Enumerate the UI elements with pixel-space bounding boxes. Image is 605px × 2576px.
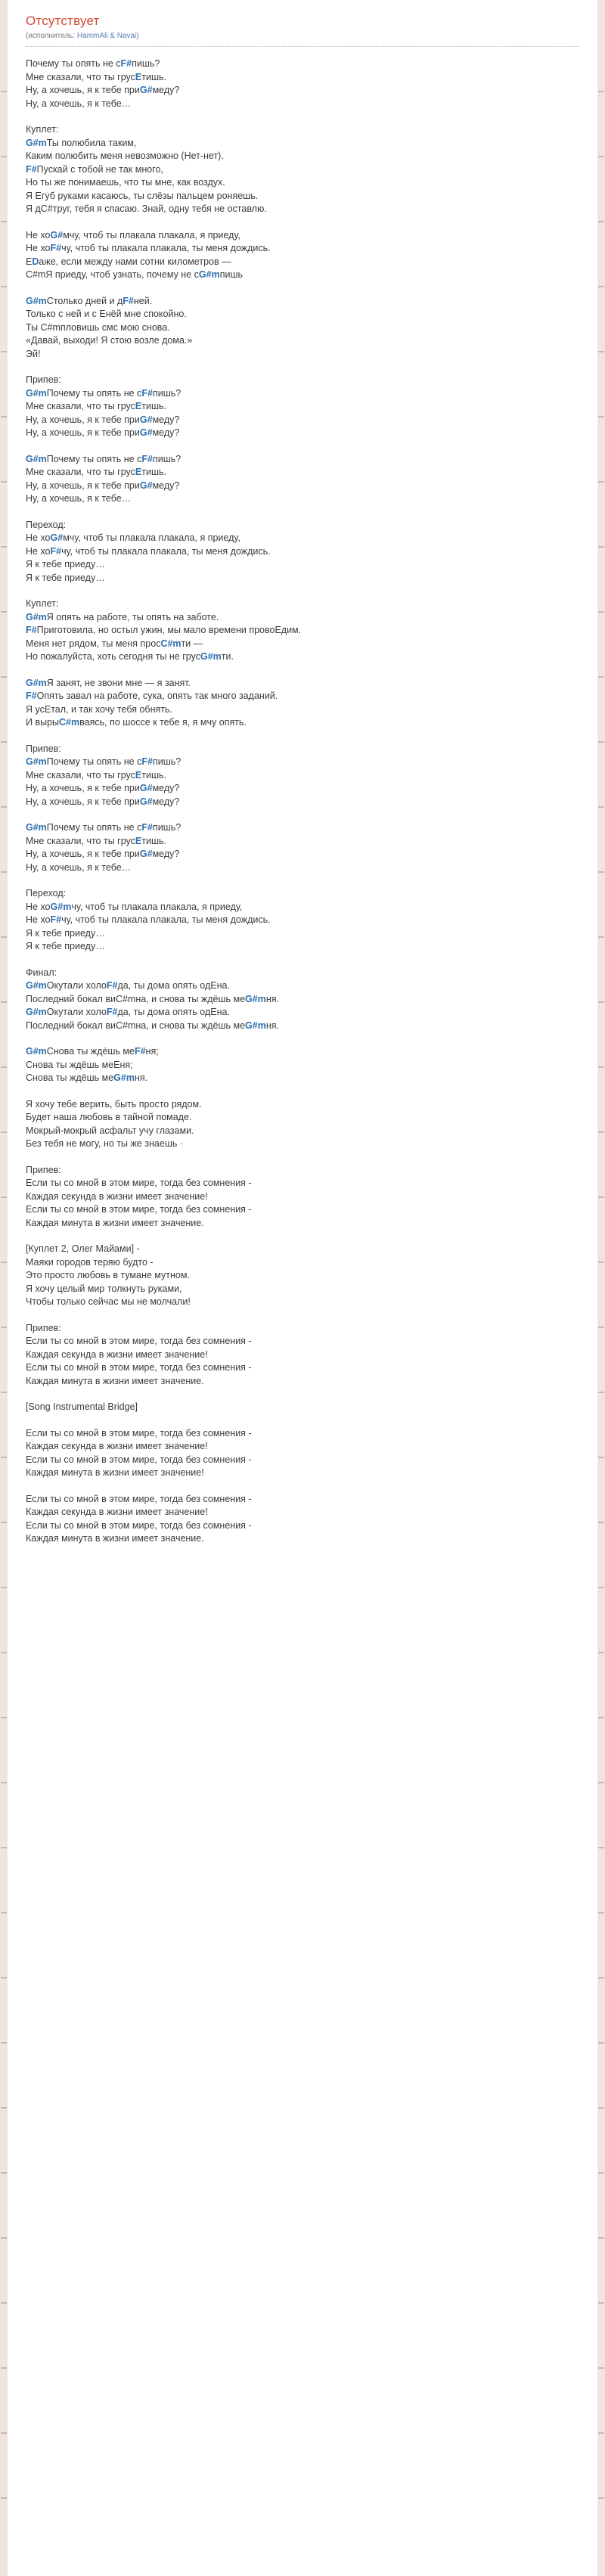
lyrics-block (26, 1045, 579, 1085)
lyrics-line: G#mПочему ты опять не сF#пишь? (26, 756, 182, 767)
lyrics-line: Ну, а хочешь, я к тебе приG#меду? (26, 783, 180, 793)
lyrics-line: Меня нет рядом, ты меня просC#mти — (26, 638, 203, 649)
lyrics-line: F#Приготовила, но остыл ужин, мы мало времени провоЕдим. (26, 625, 302, 635)
lyrics-line: Мокрый-мокрый асфальт учу глазами. (26, 1125, 194, 1136)
lyrics-line: Снова ты ждёшь меG#mня. (26, 1072, 148, 1083)
lyrics-line: Не хоG#мчу, чтоб ты плакала плакала, я приеду, (26, 229, 240, 241)
lyrics-line: Не хоF#чу, чтоб ты плакала плакала, ты меня дождись. (26, 545, 271, 557)
lyrics-line: G#mПочему ты опять не сF#пишь? (26, 453, 182, 464)
lyrics-line: Не хоG#мчу, чтоб ты плакала плакала, я приеду, (26, 532, 240, 543)
lyrics-line: Если ты со мной в этом мире, тогда без сомнения - (26, 1178, 252, 1188)
lyrics-line: Не хоF#чу, чтоб ты плакала плакала, ты меня дождись. (26, 243, 271, 253)
lyrics-line: G#mЯ занят, не звони мне — я занят. (26, 677, 191, 688)
lyrics-line: Ну, а хочешь, я к тебе приG#меду? (26, 427, 180, 438)
lyrics-line: Последний бокал виС#mна, и снова ты ждёшь меG#mня. (26, 1020, 279, 1031)
lyrics-line: Если ты со мной в этом мире, тогда без сомнения - (26, 1493, 252, 1504)
lyrics-block (26, 453, 579, 506)
lyrics-line: Каждая минута в жизни имеет значение! (26, 1467, 204, 1478)
right-edge-marks (597, 0, 605, 2576)
lyrics-line: Переход: (26, 888, 67, 898)
lyrics-line: Ты С#mпловишь смс мою снова. (26, 321, 170, 333)
lyrics-line: Если ты со мной в этом мире, тогда без сомнения - (26, 1519, 252, 1531)
lyrics-block (26, 1164, 579, 1231)
artist-link[interactable]: HammAli & Navai (76, 32, 137, 40)
lyrics-line: Каждая секунда в жизни имеет значение! (26, 1349, 208, 1360)
lyrics-line: Если ты со мной в этом мире, тогда без сомнения - (26, 1427, 252, 1439)
lyrics-line: G#mОкутали холоF#да, ты дома опять одЕна. (26, 1007, 230, 1017)
lyrics-line: Каждая секунда в жизни имеет значение! (26, 1190, 208, 1202)
lyrics-line: Ну, а хочешь, я к тебе приG#меду? (26, 796, 180, 807)
lyrics-line: Каждая секунда в жизни имеет значение! (26, 1441, 208, 1451)
lyrics-block (26, 1322, 579, 1389)
artist-suffix-label: ) (136, 32, 139, 40)
lyrics-line: Куплет: (26, 598, 59, 609)
lyrics-line: Если ты со мной в этом мире, тогда без сомнения - (26, 1362, 252, 1373)
lyrics-line: Только с ней и с Енёй мне спокойно. (26, 309, 187, 319)
lyrics-line: И вырыC#mваясь, по шоссе к тебе я, я мчу опять. (26, 717, 247, 728)
lyrics-line: G#mПочему ты опять не сF#пишь? (26, 387, 182, 399)
lyrics-line: Ну, а хочешь, я к тебе… (26, 861, 132, 873)
lyrics-line: Это просто любовь в тумане мутном. (26, 1270, 190, 1280)
lyrics-line: С#mЯ приеду, чтоб узнать, почему не сG#mпишь (26, 269, 243, 280)
lyrics-line: Припев: (26, 374, 61, 385)
lyrics-line: Мне сказали, что ты грусEтишь. (26, 71, 166, 82)
lyrics-line: Если ты со мной в этом мире, тогда без сомнения - (26, 1454, 252, 1465)
lyrics-line: Ну, а хочешь, я к тебе приG#меду? (26, 480, 180, 491)
lyrics-block (26, 295, 579, 362)
lyrics-line: Мне сказали, что ты грусEтишь. (26, 835, 166, 846)
lyrics-block (26, 519, 579, 585)
lyrics-line: G#mТы полюбила таким, (26, 137, 137, 148)
lyrics-line: Финал: (26, 967, 57, 978)
lyrics-line: Каждая секунда в жизни имеет значение! (26, 1507, 208, 1517)
lyrics-line: G#mОкутали холоF#да, ты дома опять одЕна. (26, 980, 230, 991)
lyrics-line: G#mЯ опять на работе, ты опять на заботе. (26, 611, 219, 622)
lyrics-line: Ну, а хочешь, я к тебе приG#медy? (26, 414, 180, 425)
header-divider (26, 46, 579, 47)
lyrics-line: Я хочу целый мир толкнуть руками, (26, 1283, 182, 1294)
lyrics-line: Маяки городов теряю будто - (26, 1256, 154, 1268)
lyrics-line: Припев: (26, 1322, 61, 1333)
lyrics-block (26, 677, 579, 730)
lyrics-block (26, 57, 579, 110)
lyrics-line: F#Опять завал на работе, сука, опять так много заданий. (26, 691, 278, 701)
page-title: Отсутствует (26, 14, 100, 28)
lyrics-line: G#mПочему ты опять не сF#пишь? (26, 822, 182, 833)
lyrics-block (26, 374, 579, 440)
artist-prefix-label: (исполнитель: (26, 32, 77, 40)
lyrics-line: Чтобы только сейчас мы не молчали! (26, 1296, 191, 1307)
lyrics-line: F#Пускай с тобой не так много, (26, 163, 163, 175)
lyrics-block (26, 967, 579, 1033)
lyrics-line: Без тебя не могу, но ты же знаешь · (26, 1138, 183, 1149)
lyrics-line: Если ты со мной в этом мире, тогда без сомнения - (26, 1204, 252, 1215)
lyrics-block (26, 821, 579, 874)
lyrics-line: Не хоG#mчу, чтоб ты плакала плакала, я приеду, (26, 901, 243, 912)
lyrics-line: Я дС#труг, тебя я спасаю. Знай, одну тебя не оставлю. (26, 203, 267, 214)
lyrics-line: Каждая минута в жизни имеет значение. (26, 1533, 204, 1544)
lyrics-line: Мне сказали, что ты грусEтишь. (26, 401, 166, 411)
lyrics-line: Я к тебе приеду… (26, 572, 105, 583)
lyrics-line: Я усЕтал, и так хочу тебя обнять. (26, 703, 172, 715)
lyrics-line: Припев: (26, 743, 61, 754)
lyrics-block (26, 597, 579, 664)
lyrics-line: Мне сказали, что ты грусEтишь. (26, 769, 166, 781)
lyrics-line: G#mСнова ты ждёшь меF#ня; (26, 1046, 159, 1057)
lyrics-block (26, 229, 579, 282)
lyrics-block (26, 123, 579, 216)
lyrics-line: Будет наша любовь в тайной помаде. (26, 1112, 192, 1122)
lyrics-block (26, 1493, 579, 1546)
lyrics-line: Если ты со мной в этом мире, тогда без сомнения - (26, 1336, 252, 1346)
lyrics-line: Я Егуб руками касаюсь, ты слёзы пальцем роняешь. (26, 190, 259, 201)
lyrics-block (26, 1427, 579, 1480)
lyrics-line: Эй! (26, 348, 41, 359)
lyrics-line: «Давай, выходи! Я стою возле дома.» (26, 335, 193, 346)
lyrics-block (26, 887, 579, 954)
lyrics-line: Последний бокал виС#mна, и снова ты ждёшь меG#mня. (26, 993, 279, 1004)
lyrics-line: Я к тебе приеду… (26, 941, 105, 951)
lyrics-line: Припев: (26, 1164, 61, 1175)
lyrics-line: Каким полюбить меня невозможно (Нет-нет). (26, 151, 224, 161)
lyrics-block (26, 1401, 579, 1414)
lyrics-line: Я к тебе приеду… (26, 559, 105, 570)
lyrics-line: Ну, а хочешь, я к тебе… (26, 98, 132, 109)
lyrics-line: Переход: (26, 519, 67, 530)
lyrics-block (26, 1243, 579, 1309)
lyrics-line: Не хоF#чу, чтоб ты плакала плакала, ты меня дождись. (26, 914, 271, 925)
lyrics-line: Ну, а хочешь, я к тебе приG#меду? (26, 849, 180, 859)
lyrics-line: [Song Instrumental Bridge] (26, 1401, 138, 1412)
lyrics-line: Я к тебе приеду… (26, 927, 105, 939)
lyrics-line: Каждая минута в жизни имеет значение. (26, 1217, 204, 1228)
lyrics-body (26, 57, 579, 1546)
lyrics-line: Но ты же понимаешь, что ты мне, как воздух. (26, 177, 225, 188)
lyrics-line: Мне сказали, что ты грусEтишь. (26, 467, 166, 477)
artist-line (26, 32, 579, 40)
lyrics-line: Ну, а хочешь, я к тебе приG#меду? (26, 85, 180, 95)
lyrics-block (26, 743, 579, 809)
page-content (8, 0, 597, 1581)
left-edge-marks (0, 0, 8, 2576)
lyrics-line: Я хочу тебе верить, быть просто рядом. (26, 1098, 202, 1110)
lyrics-line: G#mСтолько дней и дF#ней. (26, 295, 153, 306)
lyrics-line: Почему ты опять не сF#пишь? (26, 58, 160, 69)
lyrics-line: Снова ты ждёшь меЕня; (26, 1059, 133, 1070)
lyrics-line: Каждая минута в жизни имеет значение. (26, 1375, 204, 1386)
lyrics-line: Ну, а хочешь, я к тебе… (26, 493, 132, 504)
lyrics-block (26, 1098, 579, 1151)
lyrics-line: ЕDаже, если между нами сотни километров — (26, 256, 231, 267)
lyrics-line: [Куплет 2, Олег Майами] - (26, 1243, 140, 1254)
lyrics-line: Но пожалуйста, хоть сегодня ты не грусG#mти. (26, 651, 234, 662)
lyrics-line: Куплет: (26, 124, 59, 135)
